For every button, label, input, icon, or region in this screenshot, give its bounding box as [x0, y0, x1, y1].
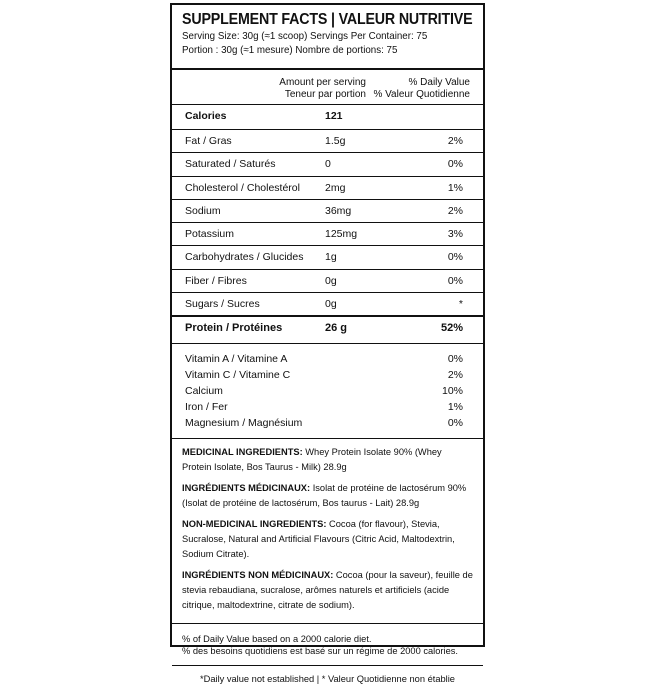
vitamin-dv: 1%	[447, 401, 463, 414]
nonmedicinal-ingredients-fr	[182, 568, 473, 613]
nutrient-name: Cholesterol / Cholestérol	[185, 181, 300, 194]
vitamin-dv: 2%	[447, 369, 463, 382]
nutrient-amount: 36mg	[325, 204, 352, 217]
nutrient-name: Saturated / Saturés	[185, 158, 276, 171]
vitamin-row	[172, 352, 483, 368]
column-headers	[172, 70, 483, 105]
nutrient-row	[172, 153, 483, 176]
nutrient-row	[172, 246, 483, 269]
nutrient-name: Potassium	[185, 228, 235, 241]
nutrient-dv: *	[458, 298, 463, 311]
nutrient-name: Fat / Gras	[185, 135, 232, 147]
vitamin-row	[172, 368, 483, 384]
footnote: *Daily value not established | * Valeur Quotidienne non établie	[200, 674, 455, 685]
medicinal-ingredients-en	[182, 445, 473, 475]
ingredients-text: Cocoa (for flavour), Stevia, Sucralose, Natural and Artificial Flavours (Citric Acid, Maltodextrin, Sodium Citrate).	[182, 519, 455, 560]
vitamin-row	[172, 400, 483, 416]
nutrient-name: Sugars / Sucres	[185, 298, 260, 311]
nutrient-dv: 52%	[440, 322, 463, 335]
nutrient-row	[172, 130, 483, 153]
nutrient-name: Fiber / Fibres	[185, 274, 247, 287]
nutrient-amount: 125mg	[325, 228, 358, 241]
vitamin-dv: 0%	[447, 417, 463, 430]
nutrient-row	[172, 200, 483, 223]
nutrient-amount: 0g	[325, 298, 337, 311]
nonmedicinal-ingredients-en	[182, 517, 473, 562]
vitamin-name: Vitamin C / Vitamine C	[185, 369, 291, 382]
ingredients-label: NON-MEDICINAL INGREDIENTS:	[182, 519, 327, 530]
nutrient-amount: 0g	[325, 274, 337, 287]
vitamin-name: Magnesium / Magnésium	[185, 417, 303, 430]
vitamin-dv: 10%	[441, 385, 463, 398]
nutrient-amount: 1g	[325, 251, 337, 264]
nutrient-amount: 1.5g	[325, 135, 346, 147]
ingredients-label: INGRÉDIENTS MÉDICINAUX:	[182, 483, 311, 494]
vitamin-name: Calcium	[185, 385, 223, 398]
ingredients-text: Cocoa (pour la saveur), feuille de stevia rebaudiana, sucralose, arômes naturels et artificiels (acide citrique, maltodextrine, citrate de sodium).	[182, 570, 473, 611]
ingredients-label: INGRÉDIENTS NON MÉDICINAUX:	[182, 570, 334, 581]
nutrient-row	[172, 293, 483, 317]
label-title: SUPPLEMENT FACTS | VALEUR NUTRITIVE	[182, 11, 473, 28]
serving-info-fr: Portion : 30g (≈1 mesure) Nombre de portions: 75	[182, 44, 398, 56]
supplement-facts-label	[170, 3, 485, 685]
daily-value-note	[172, 624, 483, 666]
nutrient-amount: 121	[325, 110, 343, 122]
vitamin-row	[172, 384, 483, 400]
dv-header-fr: % Valeur Quotidienne	[373, 89, 470, 100]
calories-row	[172, 105, 483, 130]
nutrient-amount: 26 g	[325, 322, 348, 335]
nutrient-row	[172, 223, 483, 246]
protein-row	[172, 317, 483, 344]
nutrient-dv: 2%	[447, 204, 463, 217]
ingredients-text: Isolat de protéine de lactosérum 90% (Isolat de protéine de lactosérum, Bos taurus - Lait) 28.9g	[182, 483, 467, 509]
nutrient-dv: 3%	[447, 228, 463, 241]
nutrient-dv: 2%	[447, 135, 463, 147]
serving-info-en: Serving Size: 30g (≈1 scoop) Servings Per Container: 75	[182, 30, 428, 42]
nutrient-name: Sodium	[185, 204, 221, 217]
dv-column-header	[373, 77, 470, 101]
medicinal-ingredients-fr	[182, 481, 473, 511]
nutrient-dv: 0%	[447, 274, 463, 287]
dv-header-en: % Daily Value	[408, 77, 470, 88]
nutrient-amount: 2mg	[325, 181, 346, 194]
nutrient-row	[172, 270, 483, 293]
dv-note-fr: % des besoins quotidiens est basé sur un régime de 2000 calories.	[182, 646, 458, 657]
label-header	[172, 5, 483, 70]
nutrient-name: Protein / Protéines	[185, 322, 283, 335]
amount-header-en: Amount per serving	[279, 77, 366, 88]
ingredients-label: MEDICINAL INGREDIENTS:	[182, 447, 303, 458]
vitamin-row	[172, 416, 483, 432]
nutrient-name: Carbohydrates / Glucides	[185, 251, 304, 264]
ingredients-section	[172, 439, 483, 624]
vitamin-name: Vitamin A / Vitamine A	[185, 353, 288, 366]
vitamin-dv: 0%	[447, 353, 463, 366]
vitamin-name: Iron / Fer	[185, 401, 228, 414]
dv-note-en: % of Daily Value based on a 2000 calorie diet.	[182, 634, 372, 645]
nutrient-row	[172, 177, 483, 200]
nutrient-dv: 0%	[447, 158, 463, 171]
nutrient-name: Calories	[185, 110, 227, 122]
nutrient-amount: 0	[325, 158, 331, 171]
vitamins-section	[172, 344, 483, 439]
amount-header-fr: Teneur par portion	[284, 89, 366, 100]
amount-column-header	[279, 77, 366, 101]
nutrient-dv: 1%	[447, 181, 463, 194]
ingredients-text: Whey Protein Isolate 90% (Whey Protein Isolate, Bos Taurus - Milk) 28.9g	[182, 447, 442, 473]
nutrient-dv: 0%	[447, 251, 463, 264]
